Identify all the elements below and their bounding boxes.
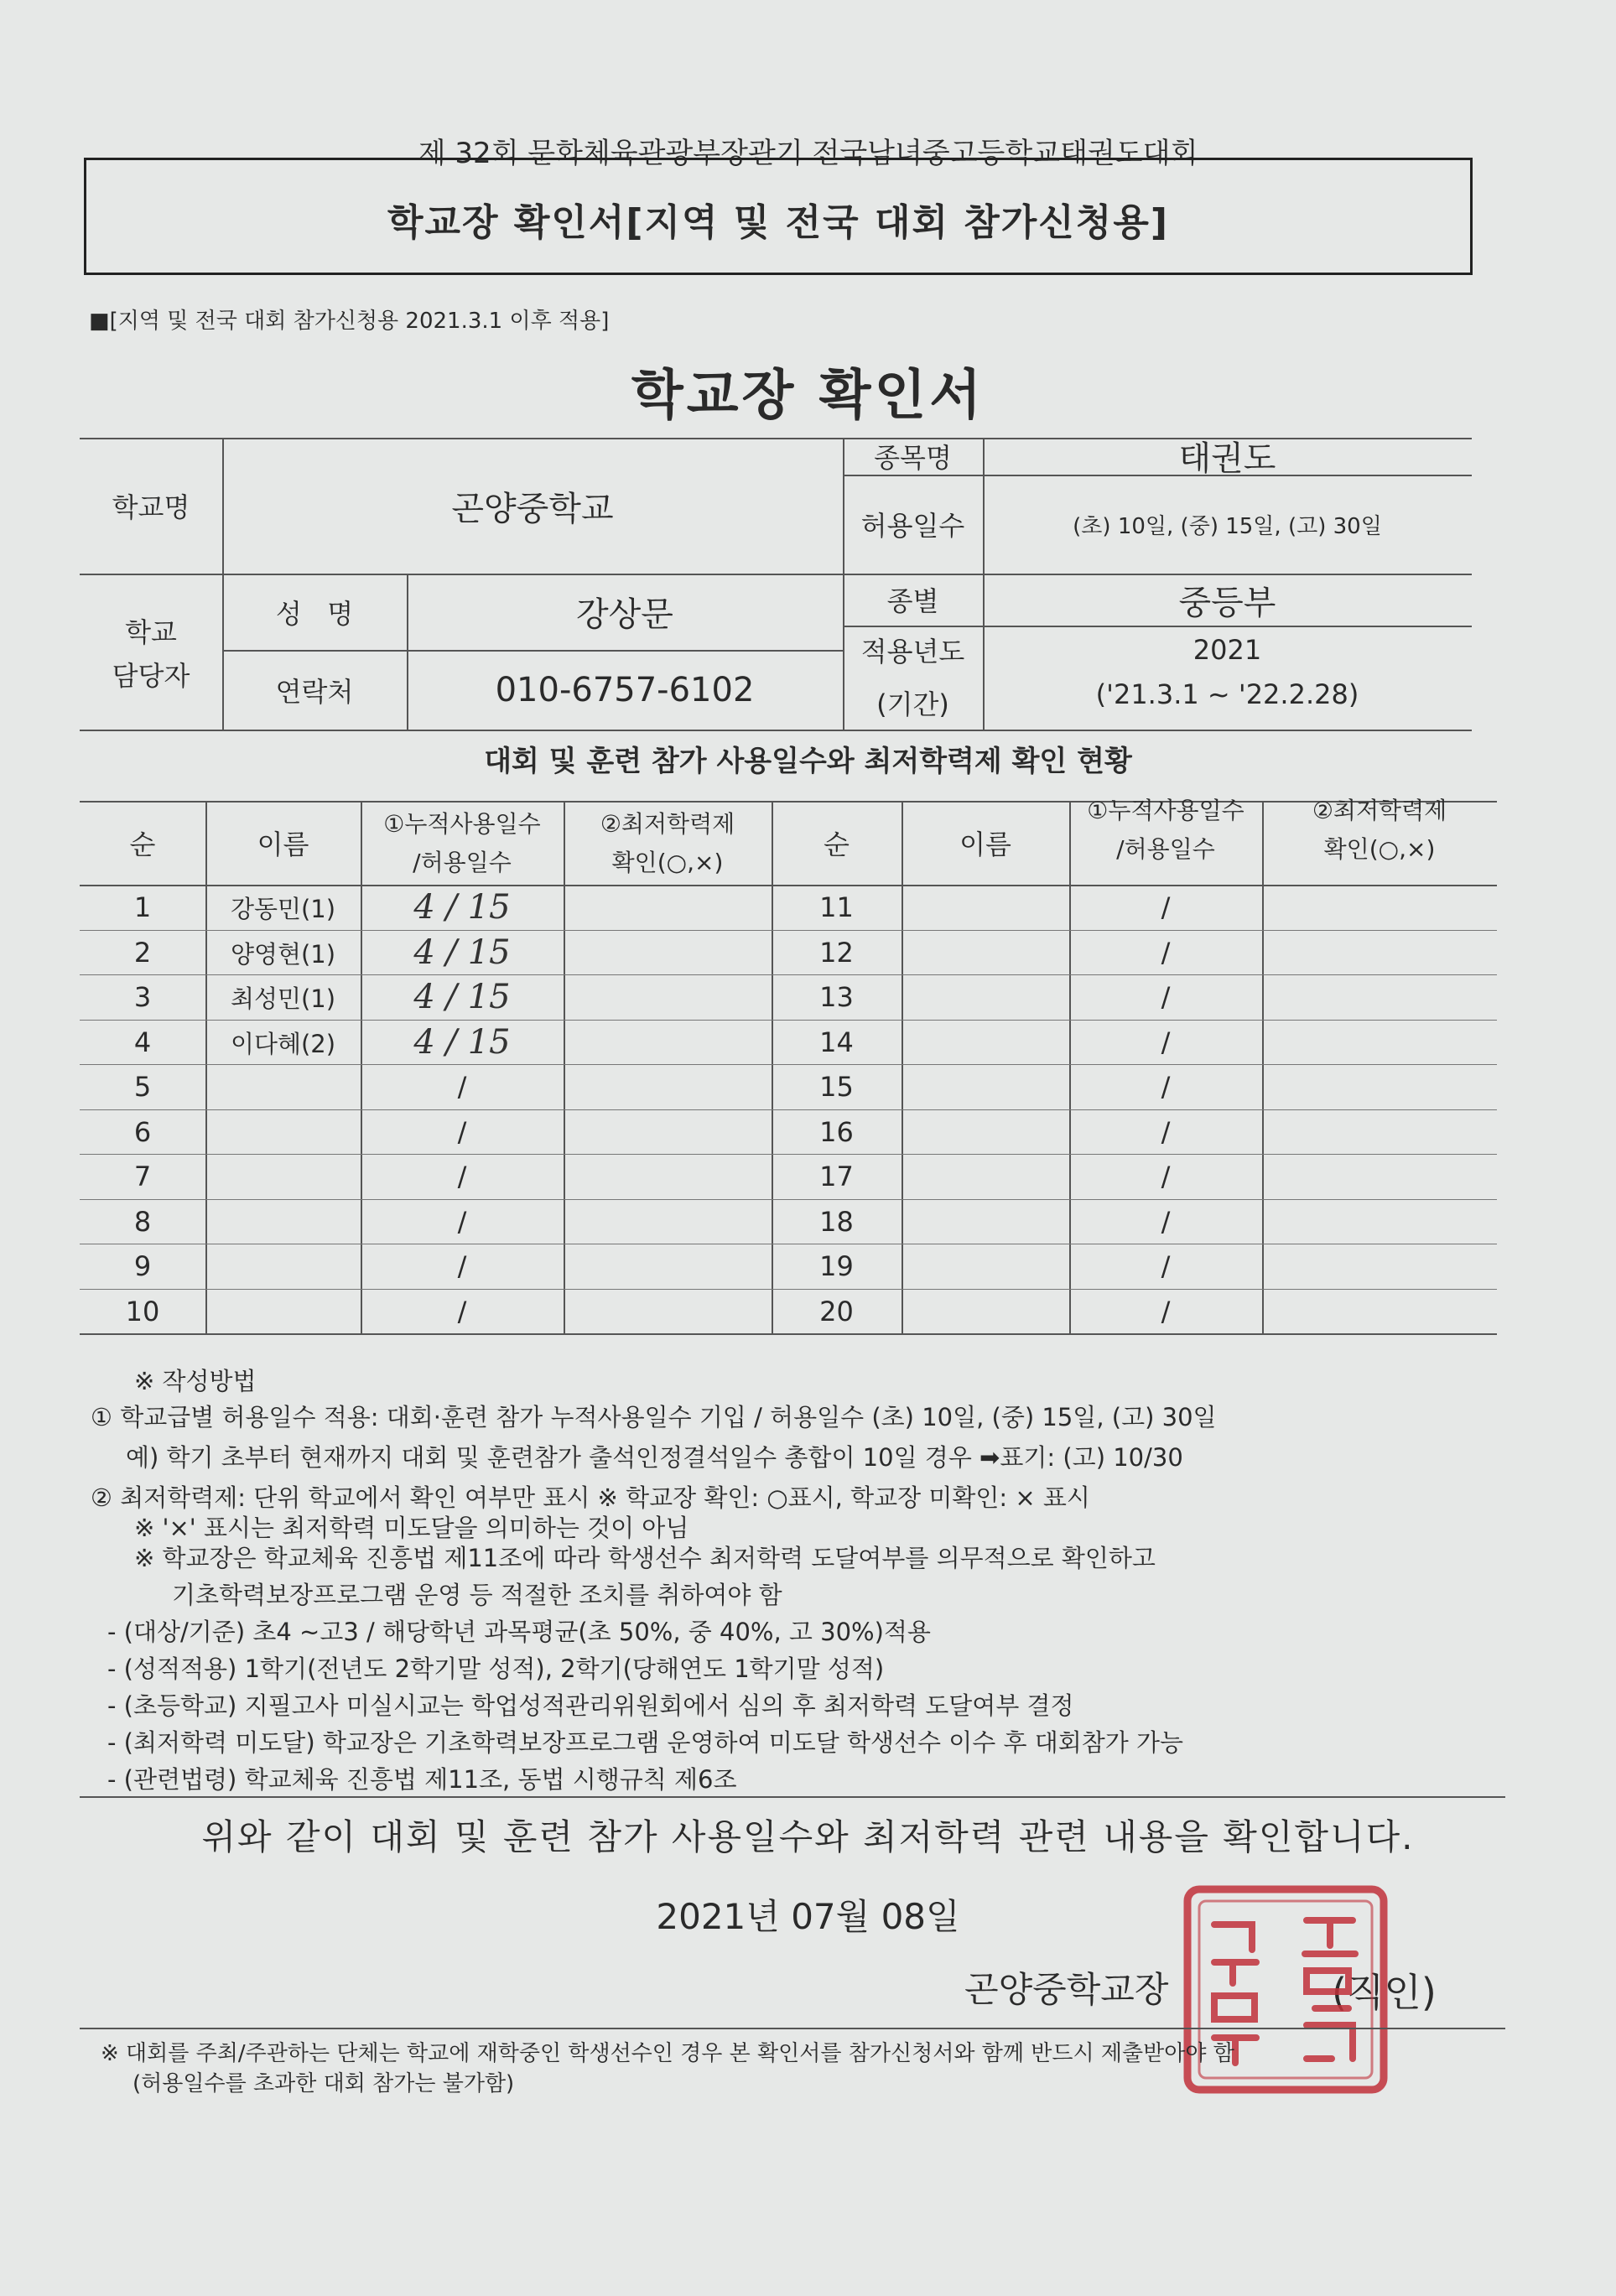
- academic-check: [1262, 974, 1497, 1020]
- row-number: 5: [133, 1071, 152, 1103]
- row-number: 13: [819, 981, 854, 1013]
- year-label-line2: (기간): [876, 688, 949, 720]
- player-name: [902, 885, 1069, 930]
- player-name: 이다혜(2): [230, 1029, 336, 1058]
- days-used: /: [1161, 1026, 1171, 1058]
- instruction-line: - (최저학력 미도달) 학교장은 기초학력보장프로그램 운영하여 미도달 학생선수 이수 후 대회참가 가능: [107, 1728, 1184, 1757]
- academic-check: [564, 974, 772, 1020]
- row-number: 14: [819, 1026, 854, 1058]
- player-name: [902, 1199, 1069, 1244]
- division-label: 종별: [886, 585, 939, 617]
- instruction-line: - (초등학교) 지필고사 미실시교는 학업성적관리위원회에서 심의 후 최저학력 도달여부 결정: [107, 1691, 1074, 1720]
- instruction-line: ※ 학교장은 학교체육 진흥법 제11조에 따라 학생선수 최저학력 도달여부를 의무적으로 확인하고: [134, 1544, 1156, 1572]
- row-number: 18: [819, 1206, 854, 1238]
- year-value: 2021: [1193, 634, 1262, 666]
- academic-check: [1262, 1109, 1497, 1155]
- academic-check: [1262, 1289, 1497, 1334]
- page-title: 학교장 확인서: [631, 365, 985, 427]
- academic-check: [564, 1020, 772, 1065]
- days-used: /: [457, 1116, 467, 1148]
- days-used: 4 / 15: [413, 888, 511, 927]
- player-name: [902, 1109, 1069, 1155]
- days-used: 4 / 15: [413, 1023, 511, 1062]
- instruction-line: - (관련법령) 학교체육 진흥법 제11조, 동법 시행규칙 제6조: [107, 1765, 737, 1794]
- days-used: /: [1161, 891, 1171, 923]
- days-used: /: [1161, 937, 1171, 969]
- header-days-right: ①누적사용일수: [1087, 797, 1244, 824]
- name-value: 강상문: [576, 595, 673, 634]
- player-name: [902, 1154, 1069, 1199]
- status-section-title: 대회 및 훈련 참가 사용일수와 최저학력제 확인 현황: [484, 745, 1132, 778]
- row-number: 2: [133, 937, 152, 969]
- contact-label: 연락처: [275, 675, 354, 708]
- allowed-days-value: (초) 10일, (중) 15일, (고) 30일: [1073, 513, 1382, 539]
- academic-check: [1262, 1020, 1497, 1065]
- academic-check: [564, 1244, 772, 1289]
- days-used: /: [1161, 1250, 1171, 1282]
- academic-check: [1262, 1244, 1497, 1289]
- row-number: 10: [125, 1296, 160, 1327]
- academic-check: [564, 1289, 772, 1334]
- school-label: 학교명: [112, 491, 190, 523]
- row-number: 16: [819, 1116, 854, 1148]
- academic-check: [564, 885, 772, 930]
- footer-note-line2: (허용일수를 초과한 대회 참가는 불가함): [133, 2071, 515, 2096]
- player-name: 최성민(1): [230, 984, 336, 1013]
- days-used: 4 / 15: [413, 933, 511, 972]
- header-no-left: 순: [129, 829, 156, 860]
- row-number: 1: [133, 891, 152, 923]
- player-name: [902, 930, 1069, 975]
- confirmation-statement: 위와 같이 대회 및 훈련 참가 사용일수와 최저학력 관련 내용을 확인합니다.: [201, 1816, 1415, 1857]
- header-days-left-line2: /허용일수: [413, 849, 512, 876]
- player-name: [205, 1199, 361, 1244]
- header-academic-left-line2: 확인(○,×): [611, 849, 724, 876]
- days-used: /: [457, 1206, 467, 1238]
- player-name: [902, 1064, 1069, 1109]
- row-number: 4: [133, 1026, 152, 1058]
- days-used: 4 / 15: [413, 978, 511, 1016]
- header-academic-left: ②최저학력제: [600, 810, 735, 838]
- player-name: [205, 1109, 361, 1155]
- row-number: 19: [819, 1250, 854, 1282]
- player-name: [205, 1154, 361, 1199]
- header-name-left: 이름: [257, 829, 309, 860]
- days-used: /: [457, 1250, 467, 1282]
- footer-note-line1: ※ 대회를 주최/주관하는 단체는 학교에 재학중인 학생선수인 경우 본 확인서를 참가신청서와 함께 반드시 제출받아야 함: [101, 2041, 1234, 2066]
- days-used: /: [457, 1161, 467, 1192]
- instruction-line: - (성적적용) 1학기(전년도 2학기말 성적), 2학기(당해연도 1학기말 성적): [107, 1654, 885, 1683]
- academic-check: [1262, 1064, 1497, 1109]
- academic-check: [564, 930, 772, 975]
- row-number: 6: [133, 1116, 152, 1148]
- header-days-left: ①누적사용일수: [383, 810, 541, 838]
- instruction-line: 예) 학기 초부터 현재까지 대회 및 훈련참가 출석인정결석일수 총합이 10일 경우 ➡표기: (고) 10/30: [126, 1443, 1183, 1472]
- academic-check: [1262, 930, 1497, 975]
- manager-label-line1: 학교: [125, 616, 177, 648]
- row-number: 20: [819, 1296, 854, 1327]
- days-used: /: [1161, 1116, 1171, 1148]
- school-value: 곤양중학교: [451, 489, 614, 528]
- instruction-line: ① 학교급별 허용일수 적용: 대회·훈련 참가 누적사용일수 기입 / 허용일수 (초) 10일, (중) 15일, (고) 30일: [91, 1403, 1217, 1431]
- row-number: 9: [133, 1250, 152, 1282]
- header-academic-right: ②최저학력제: [1312, 797, 1447, 824]
- player-name: 강동민(1): [230, 894, 336, 923]
- days-used: /: [1161, 1161, 1171, 1192]
- principal-signature: 곤양중학교장: [964, 1969, 1169, 2010]
- applicability-note: ■[지역 및 전국 대회 참가신청용 2021.3.1 이후 적용]: [89, 309, 610, 334]
- player-name: [205, 1244, 361, 1289]
- sport-label: 종목명: [874, 442, 952, 474]
- days-used: /: [1161, 1071, 1171, 1103]
- academic-check: [564, 1199, 772, 1244]
- days-used: /: [457, 1296, 467, 1327]
- contact-value: 010-6757-6102: [495, 670, 755, 709]
- division-value: 중등부: [1178, 583, 1276, 622]
- event-title: 제 32회 문화체육관광부장관기 전국남녀중고등학교태권도대회: [418, 137, 1198, 170]
- player-name: [902, 1244, 1069, 1289]
- instruction-line: ※ '×' 표시는 최저학력 미도달을 의미하는 것이 아님: [134, 1514, 689, 1542]
- header-name-right: 이름: [959, 829, 1011, 860]
- period-value: ('21.3.1 ~ '22.2.28): [1095, 678, 1359, 710]
- instructions-heading: ※ 작성방법: [134, 1367, 257, 1395]
- form-title-box-text: 학교장 확인서[지역 및 전국 대회 참가신청용]: [387, 201, 1169, 244]
- instruction-line: ② 최저학력제: 단위 학교에서 확인 여부만 표시 ※ 학교장 확인: ○표시, 학교장 미확인: × 표시: [91, 1483, 1090, 1512]
- form-title-box: [84, 158, 1473, 275]
- player-name: 양영현(1): [230, 939, 336, 969]
- sport-value: 태권도: [1178, 439, 1276, 478]
- player-name: [205, 1289, 361, 1334]
- academic-check: [1262, 1199, 1497, 1244]
- days-used: /: [457, 1071, 467, 1103]
- row-number: 15: [819, 1071, 854, 1103]
- header-academic-right-line2: 확인(○,×): [1323, 835, 1436, 863]
- row-number: 7: [133, 1161, 152, 1192]
- days-used: /: [1161, 1296, 1171, 1327]
- year-label-line1: 적용년도: [860, 636, 965, 668]
- academic-check: [1262, 1154, 1497, 1199]
- player-name: [902, 974, 1069, 1020]
- instruction-line: 기초학력보장프로그램 운영 등 적절한 조치를 취하여야 함: [172, 1581, 782, 1609]
- academic-check: [564, 1154, 772, 1199]
- row-number: 17: [819, 1161, 854, 1192]
- row-number: 8: [133, 1206, 152, 1238]
- header-days-right-line2: /허용일수: [1116, 835, 1215, 863]
- manager-label-line2: 담당자: [112, 660, 190, 692]
- academic-check: [1262, 885, 1497, 930]
- name-label: 성 명: [275, 597, 354, 630]
- player-name: [902, 1289, 1069, 1334]
- player-name: [205, 1064, 361, 1109]
- confirmation-date: 2021년 07월 08일: [656, 1896, 960, 1937]
- days-used: /: [1161, 1206, 1171, 1238]
- row-number: 11: [819, 891, 854, 923]
- allowed-days-label: 허용일수: [860, 510, 965, 542]
- header-no-right: 순: [824, 829, 850, 860]
- seal-note: (직인): [1332, 1970, 1437, 2015]
- row-number: 3: [133, 981, 152, 1013]
- academic-check: [564, 1064, 772, 1109]
- academic-check: [564, 1109, 772, 1155]
- instruction-line: - (대상/기준) 초4 ~고3 / 해당학년 과목평균(초 50%, 중 40%, 고 30%)적용: [107, 1618, 931, 1646]
- row-number: 12: [819, 937, 854, 969]
- player-name: [902, 1020, 1069, 1065]
- days-used: /: [1161, 981, 1171, 1013]
